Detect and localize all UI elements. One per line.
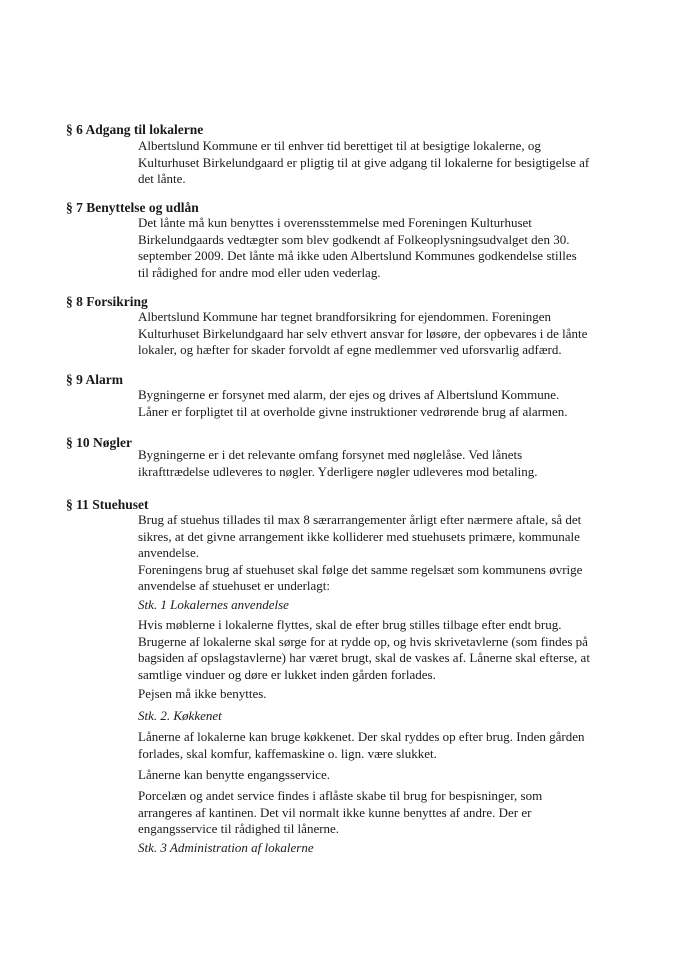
text-line: anvendelse af stuehuset er underlagt: [138,578,331,593]
text-line: september 2009. Det lånte må ikke uden Albertslund Kommunes godkendelse stilles [138,248,577,263]
text-line: Albertslund Kommune har tegnet brandforsikring for ejendommen. Foreningen [138,309,552,324]
text-line: Bygningerne er i det relevante omfang forsynet med nøglelåse. Ved lånets [138,447,523,462]
text-line: bagsiden af opslagstavlerne) har været brugt, skal de vaskes af. Lånerne skal efterse, at [138,650,590,665]
section-9-heading: § 9 Alarm [66,372,123,387]
section-11-intro [138,512,618,595]
stk-1-paragraph [138,617,618,683]
text-line: ikrafttrædelse udleveres to nøgler. Yderligere nøgler udleveres mod betaling. [138,463,538,479]
text-line: arrangeres af kantinen. Det vil normalt ikke kunne benyttes af andre. Der er [138,804,532,820]
section-6-body [138,138,618,188]
text-line: Lånerne af lokalerne kan bruge køkkenet. Der skal ryddes op efter brug. Inden gården [138,729,585,744]
text-line: Brugerne af lokalerne skal sørge for at rydde op, og hvis skrivetavlerne (som findes på [138,633,588,649]
text-line: til rådighed for andre mod eller uden vederlag. [138,264,381,280]
stk-3-title: Stk. 3 Administration af lokalerne [138,840,314,855]
text-line: Bygningerne er forsynet med alarm, der ejes og drives af Albertslund Kommune. [138,387,560,402]
section-7-body [138,215,618,281]
section-6-heading: § 6 Adgang til lokalerne [66,122,204,137]
stk-2-porcelain-paragraph [138,788,618,838]
section-11-heading: § 11 Stuehuset [66,497,149,512]
stk-2-disposable-note: Lånerne kan benytte engangsservice. [138,767,331,782]
text-line: det lånte. [138,171,186,186]
stk-1-title: Stk. 1 Lokalernes anvendelse [138,597,289,612]
section-7-heading: § 7 Benyttelse og udlån [66,200,199,215]
text-line: Hvis møblerne i lokalerne flyttes, skal de efter brug stilles tilbage efter endt brug. [138,617,562,632]
text-line: Birkelundgaards vedtægter som blev godkendt af Folkeoplysningsudvalget den 30. [138,231,570,247]
text-line: Brug af stuehus tillades til max 8 særarrangementer årligt efter nærmere aftale, så det [138,512,582,527]
section-8-heading: § 8 Forsikring [66,294,148,309]
stk-2-title: Stk. 2. Køkkenet [138,708,222,723]
section-8-body [138,309,618,359]
stk-1-fireplace-note: Pejsen må ikke benyttes. [138,686,267,701]
text-line: Kulturhuset Birkelundgaard har selv ethvert ansvar for løsøre, der opbevares i de lånte [138,325,588,341]
text-line: forlades, skal komfur, kaffemaskine o. lign. være slukket. [138,745,437,761]
text-line: Kulturhuset Birkelundgaard er pligtig til at give adgang til lokalerne for besigtigelse af [138,154,590,170]
section-9-body [138,387,618,420]
text-line: Porcelæn og andet service findes i aflåste skabe til brug for bespisninger, som [138,788,543,803]
text-line: anvendelse. [138,545,200,560]
stk-2-paragraph [138,729,618,762]
text-line: Foreningens brug af stuehuset skal følge det samme regelsæt som kommunens øvrige [138,561,583,577]
section-10-body [138,447,618,480]
text-line: engangsservice til rådighed til lånerne. [138,821,340,836]
text-line: Låner er forpligtet til at overholde givne instruktioner vedrørende brug af alarmen. [138,403,568,419]
text-line: sikres, at det givne arrangement ikke kolliderer med stuehusets primære, kommunale [138,528,580,544]
text-line: lokaler, og hæfter for skader forvoldt af egne medlemmer ved uforsvarlig adfærd. [138,342,562,357]
text-line: Det lånte må kun benyttes i overensstemmelse med Foreningen Kulturhuset [138,215,532,230]
text-line: samtlige vinduer og døre er lukket inden gården forlades. [138,666,436,682]
section-10-heading: § 10 Nøgler [66,435,132,450]
text-line: Albertslund Kommune er til enhver tid berettiget til at besigtige lokalerne, og [138,138,541,153]
